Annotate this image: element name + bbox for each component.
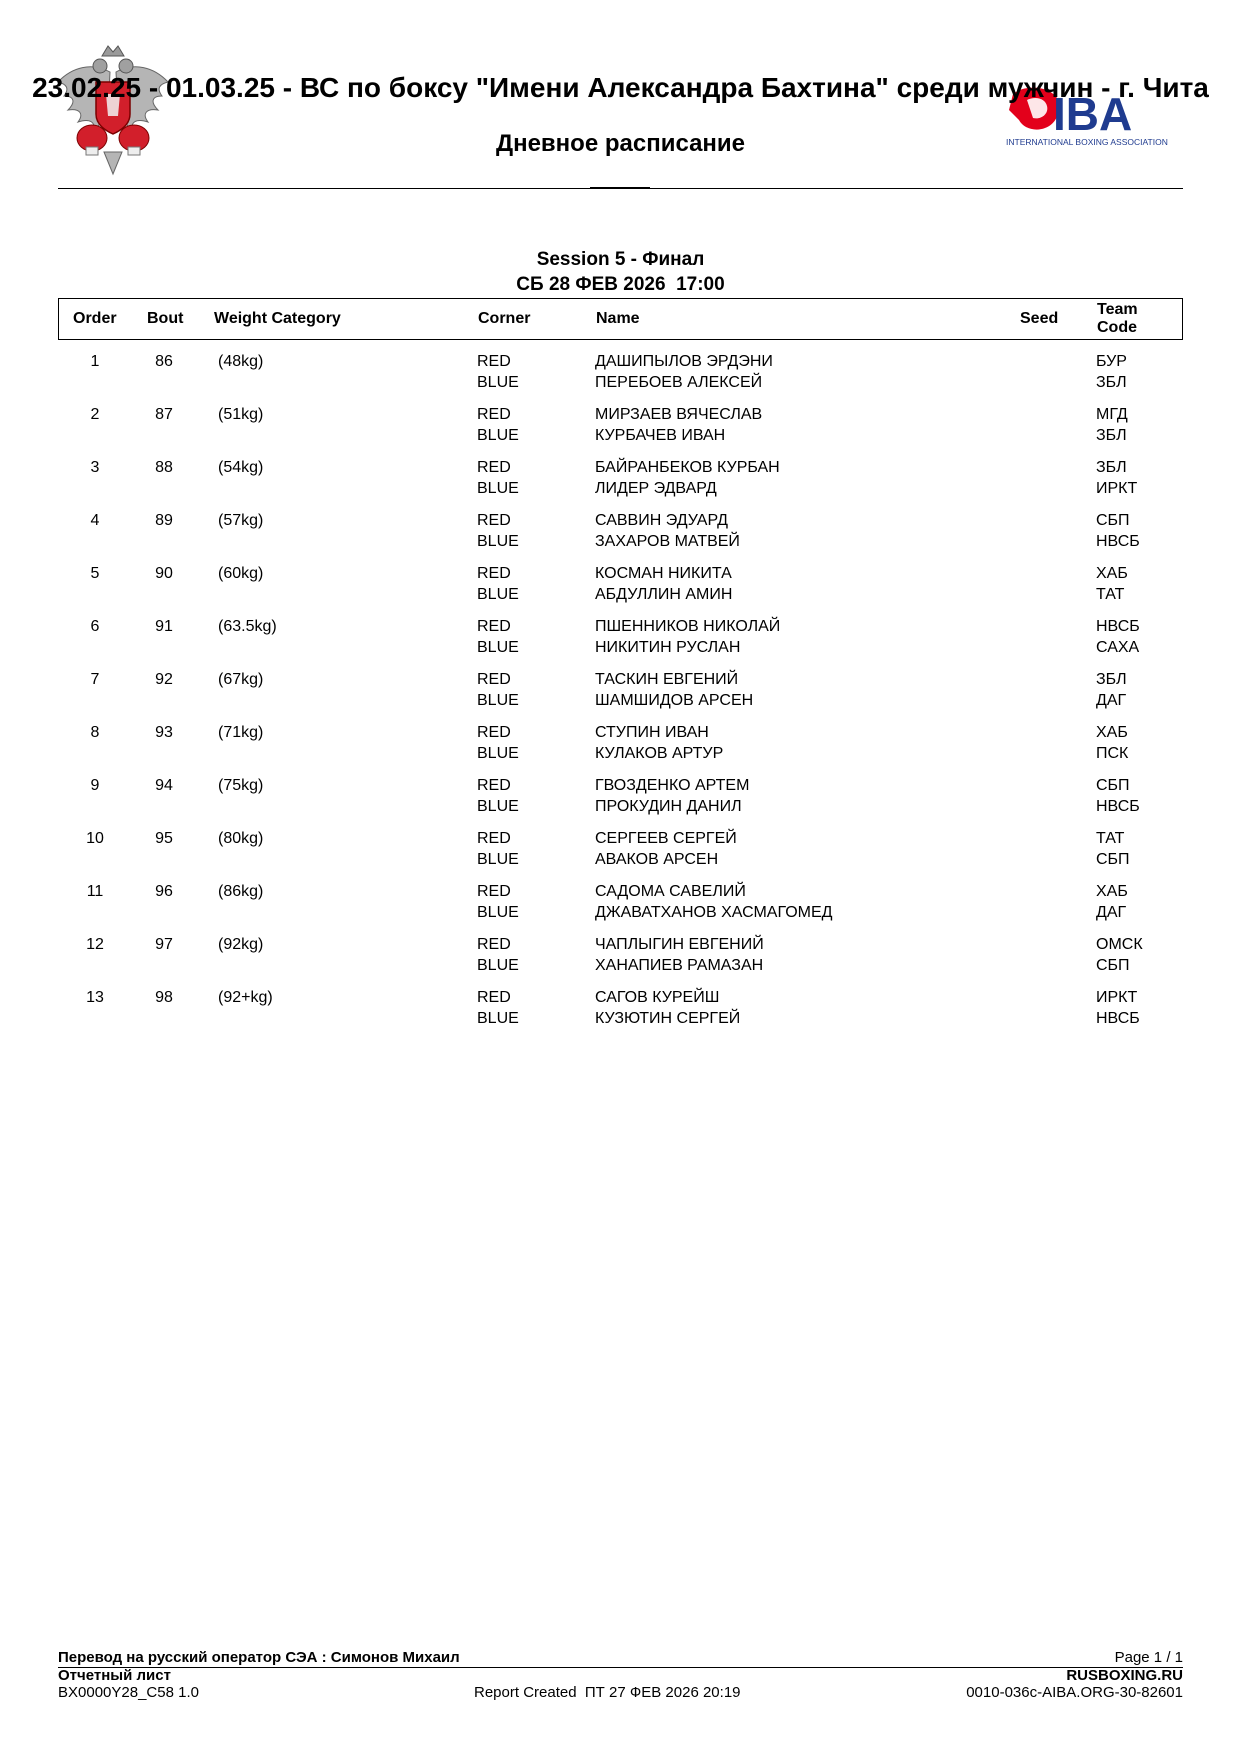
red-corner-label: RED	[477, 936, 511, 953]
report-title: Дневное расписание	[495, 130, 746, 157]
red-boxer-name: ПШЕННИКОВ НИКОЛАЙ	[595, 618, 781, 635]
column-header-team-line2: Code	[1097, 319, 1137, 336]
blue-boxer-name: КУЗЮТИН СЕРГЕЙ	[595, 1009, 741, 1027]
red-corner-label: RED	[477, 989, 511, 1006]
red-corner-label: RED	[477, 618, 511, 635]
bout-number: 98	[155, 989, 173, 1006]
table-row	[58, 988, 1183, 1041]
red-team-code: СБП	[1096, 512, 1130, 529]
table-row	[58, 564, 1183, 617]
footer-translation: Перевод на русский оператор СЭА : Симонов Михаил	[58, 1649, 460, 1666]
blue-corner-label: BLUE	[477, 585, 519, 603]
red-boxer-name: САДОМА САВЕЛИЙ	[595, 883, 746, 900]
red-team-code: ОМСК	[1096, 936, 1143, 953]
bout-number: 94	[155, 777, 173, 794]
red-team-code: НВСБ	[1096, 618, 1140, 635]
bout-order: 10	[86, 830, 104, 847]
session-title: Session 5 - Финал	[536, 249, 705, 270]
blue-boxer-name: КУРБАЧЕВ ИВАН	[595, 426, 726, 444]
red-boxer-name: БАЙРАНБЕКОВ КУРБАН	[595, 459, 780, 476]
iba-logo-text: IBA	[1053, 88, 1133, 140]
bout-order: 4	[90, 512, 100, 529]
red-corner-label: RED	[477, 353, 511, 370]
table-row	[58, 511, 1183, 564]
footer-website: RUSBOXING.RU	[1066, 1667, 1183, 1684]
weight-category: (67kg)	[218, 671, 264, 688]
column-header-bout: Bout	[147, 310, 184, 327]
blue-corner-label: BLUE	[477, 691, 519, 709]
blue-boxer-name: ПЕРЕБОЕВ АЛЕКСЕЙ	[595, 373, 763, 391]
bout-order: 3	[90, 459, 100, 476]
weight-category: (92kg)	[218, 936, 264, 953]
red-boxer-name: ДАШИПЫЛОВ ЭРДЭНИ	[595, 353, 773, 370]
red-team-code: МГД	[1096, 406, 1128, 423]
red-corner-label: RED	[477, 724, 511, 741]
iba-logo-subtitle: INTERNATIONAL BOXING ASSOCIATION	[1006, 137, 1168, 147]
blue-corner-label: BLUE	[477, 850, 519, 868]
red-boxer-name: САГОВ КУРЕЙШ	[595, 989, 720, 1006]
red-team-code: ЗБЛ	[1096, 459, 1127, 476]
bout-order: 7	[90, 671, 100, 688]
table-row	[58, 352, 1183, 405]
table-row	[58, 882, 1183, 935]
column-header-name: Name	[596, 310, 640, 327]
bout-order: 11	[86, 883, 104, 900]
bout-number: 89	[155, 512, 173, 529]
blue-team-code: НВСБ	[1096, 1009, 1140, 1027]
blue-corner-label: BLUE	[477, 903, 519, 921]
red-boxer-name: СТУПИН ИВАН	[595, 724, 709, 741]
column-header-team-line1: Team	[1097, 301, 1138, 318]
column-header-order: Order	[73, 310, 117, 327]
weight-category: (80kg)	[218, 830, 264, 847]
red-team-code: СБП	[1096, 777, 1130, 794]
red-team-code: БУР	[1096, 353, 1127, 370]
bout-number: 90	[155, 565, 173, 582]
weight-category: (75kg)	[218, 777, 264, 794]
bout-order: 2	[90, 406, 100, 423]
red-boxer-name: ГВОЗДЕНКО АРТЕМ	[595, 777, 750, 794]
blue-team-code: ТАТ	[1096, 585, 1125, 603]
bout-order: 12	[86, 936, 104, 953]
bout-order: 6	[90, 618, 100, 635]
blue-boxer-name: АБДУЛЛИН АМИН	[595, 585, 733, 603]
weight-category: (60kg)	[218, 565, 264, 582]
blue-team-code: СБП	[1096, 956, 1130, 974]
bout-order: 9	[90, 777, 100, 794]
column-header-weight: Weight Category	[214, 310, 341, 327]
red-corner-label: RED	[477, 777, 511, 794]
bout-number: 91	[155, 618, 173, 635]
blue-boxer-name: ЛИДЕР ЭДВАРД	[595, 479, 717, 497]
blue-corner-label: BLUE	[477, 956, 519, 974]
blue-corner-label: BLUE	[477, 532, 519, 550]
table-row	[58, 935, 1183, 988]
weight-category: (51kg)	[218, 406, 264, 423]
blue-corner-label: BLUE	[477, 1009, 519, 1027]
red-team-code: ХАБ	[1096, 565, 1128, 582]
blue-team-code: ПСК	[1096, 744, 1129, 762]
weight-category: (71kg)	[218, 724, 264, 741]
bout-number: 88	[155, 459, 173, 476]
blue-team-code: СБП	[1096, 850, 1130, 868]
blue-boxer-name: АВАКОВ АРСЕН	[595, 850, 719, 868]
blue-boxer-name: ДЖАВАТХАНОВ ХАСМАГОМЕД	[595, 903, 833, 921]
footer-divider	[58, 1667, 1183, 1668]
blue-boxer-name: ЗАХАРОВ МАТВЕЙ	[595, 532, 740, 550]
red-team-code: ЗБЛ	[1096, 671, 1127, 688]
blue-team-code: ДАГ	[1096, 903, 1127, 921]
blue-corner-label: BLUE	[477, 373, 519, 391]
blue-team-code: НВСБ	[1096, 532, 1140, 550]
blue-team-code: ЗБЛ	[1096, 373, 1127, 391]
weight-category: (92+kg)	[218, 989, 273, 1006]
footer-report-type: Отчетный лист	[58, 1667, 171, 1684]
red-boxer-name: МИРЗАЕВ ВЯЧЕСЛАВ	[595, 406, 763, 423]
red-corner-label: RED	[477, 830, 511, 847]
blue-boxer-name: ШАМШИДОВ АРСЕН	[595, 691, 754, 709]
bout-number: 86	[155, 353, 173, 370]
bout-order: 5	[90, 565, 100, 582]
bout-order: 13	[86, 989, 104, 1006]
red-team-code: ТАТ	[1096, 830, 1125, 847]
footer-report-code: BX0000Y28_C58 1.0	[58, 1684, 199, 1701]
weight-category: (57kg)	[218, 512, 264, 529]
bout-number: 87	[155, 406, 173, 423]
blue-corner-label: BLUE	[477, 426, 519, 444]
table-row	[58, 458, 1183, 511]
column-header-team-code	[1097, 301, 1157, 337]
blue-team-code: САХА	[1096, 638, 1140, 656]
weight-category: (48kg)	[218, 353, 264, 370]
bout-list	[58, 352, 1183, 1041]
blue-boxer-name: НИКИТИН РУСЛАН	[595, 638, 741, 656]
header-divider-accent	[590, 187, 650, 189]
red-corner-label: RED	[477, 671, 511, 688]
column-header-seed: Seed	[1020, 310, 1059, 327]
blue-team-code: ДАГ	[1096, 691, 1127, 709]
red-corner-label: RED	[477, 512, 511, 529]
weight-category: (86kg)	[218, 883, 264, 900]
red-boxer-name: СЕРГЕЕВ СЕРГЕЙ	[595, 830, 737, 847]
bout-number: 97	[155, 936, 173, 953]
weight-category: (54kg)	[218, 459, 264, 476]
table-row	[58, 829, 1183, 882]
red-team-code: ХАБ	[1096, 883, 1128, 900]
blue-corner-label: BLUE	[477, 638, 519, 656]
footer-page-number: Page 1 / 1	[1114, 1649, 1183, 1666]
blue-team-code: ЗБЛ	[1096, 426, 1127, 444]
red-boxer-name: САВВИН ЭДУАРД	[595, 512, 728, 529]
blue-corner-label: BLUE	[477, 744, 519, 762]
red-team-code: ИРКТ	[1096, 989, 1138, 1006]
bout-number: 93	[155, 724, 173, 741]
table-row	[58, 776, 1183, 829]
red-boxer-name: ТАСКИН ЕВГЕНИЙ	[595, 671, 739, 688]
footer-document-id: 0010-036c-AIBA.ORG-30-82601	[966, 1684, 1183, 1701]
bout-number: 95	[155, 830, 173, 847]
weight-category: (63.5kg)	[218, 618, 277, 635]
blue-team-code: ИРКТ	[1096, 479, 1138, 497]
blue-boxer-name: ПРОКУДИН ДАНИЛ	[595, 797, 742, 815]
bout-order: 1	[90, 353, 100, 370]
table-row	[58, 670, 1183, 723]
table-header	[58, 298, 1183, 340]
blue-boxer-name: ХАНАПИЕВ РАМАЗАН	[595, 956, 764, 974]
blue-boxer-name: КУЛАКОВ АРТУР	[595, 744, 724, 762]
red-corner-label: RED	[477, 406, 511, 423]
blue-corner-label: BLUE	[477, 479, 519, 497]
blue-corner-label: BLUE	[477, 797, 519, 815]
footer-report-created: Report Created ПТ 27 ФЕВ 2026 20:19	[474, 1684, 741, 1701]
table-row	[58, 723, 1183, 776]
event-title: 23.02.25 - 01.03.25 - ВС по боксу "Имени Александра Бахтина" среди мужчин - г. Чита	[32, 72, 1209, 103]
bout-number: 96	[155, 883, 173, 900]
blue-team-code: НВСБ	[1096, 797, 1140, 815]
column-header-corner: Corner	[478, 310, 531, 327]
red-boxer-name: КОСМАН НИКИТА	[595, 565, 732, 582]
red-corner-label: RED	[477, 565, 511, 582]
red-corner-label: RED	[477, 883, 511, 900]
red-team-code: ХАБ	[1096, 724, 1128, 741]
red-boxer-name: ЧАПЛЫГИН ЕВГЕНИЙ	[595, 936, 764, 953]
table-row	[58, 405, 1183, 458]
bout-number: 92	[155, 671, 173, 688]
session-datetime: СБ 28 ФЕВ 2026 17:00	[516, 274, 725, 295]
red-corner-label: RED	[477, 459, 511, 476]
table-row	[58, 617, 1183, 670]
bout-order: 8	[90, 724, 100, 741]
